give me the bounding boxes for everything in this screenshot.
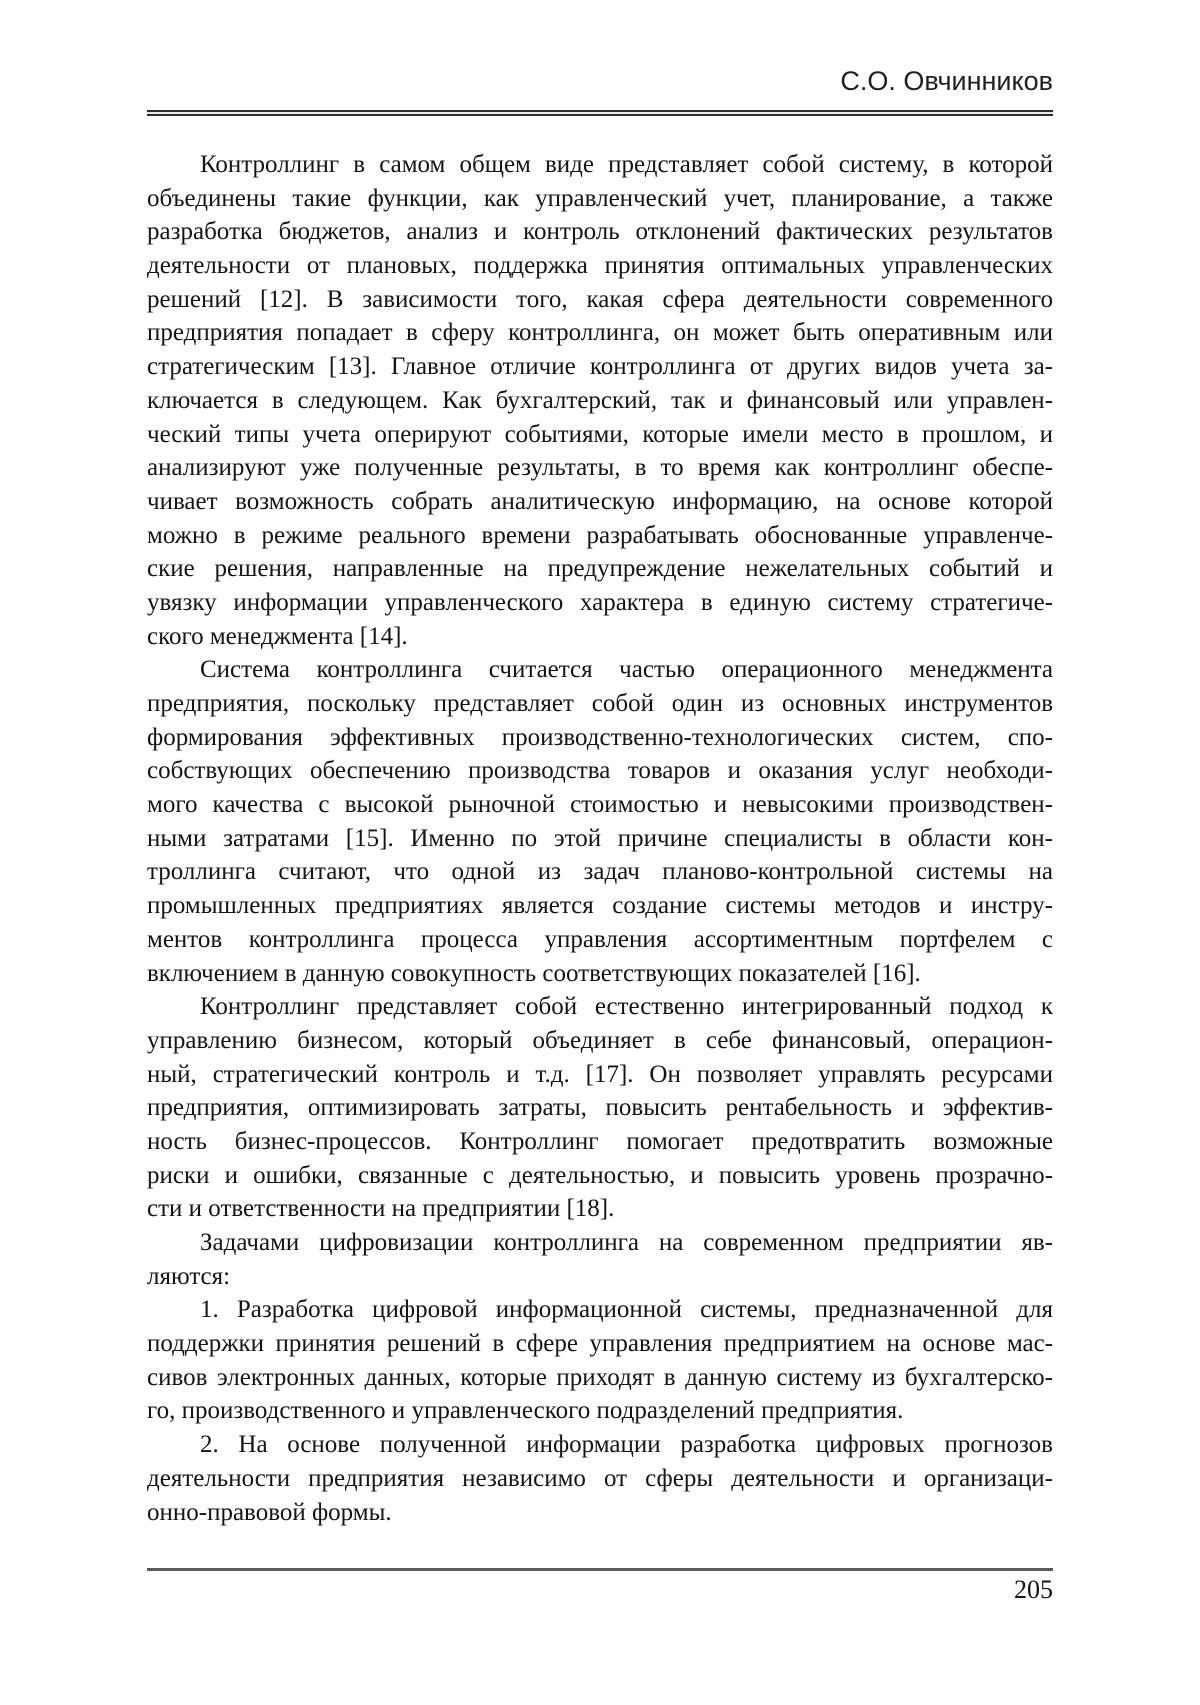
text-line: можно в режиме реального времени разрабатывать обоснованные управленче- (147, 521, 1053, 549)
text-line: разработка бюджетов, анализ и контроль отклонений фактических результатов (147, 218, 1053, 246)
text-line: формирования эффективных производственно-технологических систем, спо- (147, 723, 1053, 751)
text-line: 2. На основе полученной информации разработка цифровых прогнозов (200, 1431, 1053, 1459)
text-line: ными затратами [15]. Именно по этой причине специалисты в области кон- (147, 824, 1053, 852)
text-line: чивает возможность собрать аналитическую информацию, на основе которой (147, 487, 1053, 515)
text-line: деятельности от плановых, поддержка принятия оптимальных управленческих (147, 252, 1053, 280)
text-line: ность бизнес-процессов. Контроллинг помогает предотвратить возможные (147, 1127, 1053, 1155)
text-line: онно-правовой формы. (147, 1498, 392, 1526)
text-line: решений [12]. В зависимости того, какая сфера деятельности современного (147, 285, 1053, 313)
text-line: сивов электронных данных, которые приходят в данную систему из бухгалтерско- (147, 1363, 1053, 1391)
text-line: го, производственного и управленческого подразделений предприятия. (147, 1397, 904, 1425)
text-line: собствующих обеспечению производства товаров и оказания услуг необходи- (147, 757, 1053, 785)
text-line: увязку информации управленческого характера в единую систему стратегиче- (147, 588, 1053, 616)
text-line: Контроллинг представляет собой естественно интегрированный подход к (200, 993, 1053, 1021)
body-text (147, 148, 1053, 1529)
text-line: Система контроллинга считается частью операционного менеджмента (200, 656, 1053, 684)
text-line: ный, стратегический контроль и т.д. [17]. Он позволяет управлять ресурсами (147, 1060, 1053, 1088)
text-line: поддержки принятия решений в сфере управления предприятием на основе мас- (147, 1330, 1053, 1358)
text-line: ские решения, направленные на предупреждение нежелательных событий и (147, 555, 1053, 583)
text-line: мого качества с высокой рыночной стоимостью и невысокими производствен- (147, 791, 1053, 819)
text-line: стратегическим [13]. Главное отличие контроллинга от других видов учета за- (147, 353, 1053, 381)
text-line: Контроллинг в самом общем виде представляет собой систему, в которой (200, 151, 1053, 178)
text-line: ключается в следующем. Как бухгалтерский, так и финансовый или управлен- (147, 386, 1053, 414)
text-line: ляются: (147, 1262, 231, 1290)
text-line: ментов контроллинга процесса управления ассортиментным портфелем с (147, 925, 1053, 953)
text-line: ческий типы учета оперируют событиями, которые имели место в прошлом, и (147, 420, 1053, 448)
footer-rule (147, 1568, 1053, 1571)
text-line: троллинга считают, что одной из задач планово-контрольной системы на (147, 858, 1053, 886)
text-line: предприятия, оптимизировать затраты, повысить рентабельность и эффектив- (147, 1094, 1053, 1122)
text-line: включением в данную совокупность соответствующих показателей [16]. (147, 959, 921, 987)
text-line: предприятия, поскольку представляет собой один из основных инструментов (147, 690, 1053, 717)
text-line: предприятия попадает в сферу контроллинга, он может быть оперативным или (147, 319, 1053, 347)
text-line: объединены такие функции, как управленческий учет, планирование, а также (147, 184, 1053, 212)
text-line: 1. Разработка цифровой информационной системы, предназначенной для (200, 1296, 1053, 1324)
page-number: 205 (1014, 1575, 1053, 1604)
text-line: анализируют уже полученные результаты, в то время как контроллинг обеспе- (147, 454, 1053, 482)
text-line: управлению бизнесом, который объединяет в себе финансовый, операцион- (147, 1026, 1053, 1054)
text-line: Задачами цифровизации контроллинга на современном предприятии яв- (200, 1229, 1053, 1256)
text-line: деятельности предприятия независимо от сферы деятельности и организаци- (147, 1464, 1053, 1492)
text-line: ского менеджмента [14]. (147, 622, 408, 650)
text-line: промышленных предприятиях является создание системы методов и инстру- (147, 892, 1053, 920)
running-head-author: С.О. Овчинников (840, 66, 1053, 96)
header-double-rule (147, 110, 1053, 116)
text-line: риски и ошибки, связанные с деятельностью, и повысить уровень прозрачно- (147, 1161, 1053, 1189)
text-line: сти и ответственности на предприятии [18]. (147, 1195, 615, 1223)
